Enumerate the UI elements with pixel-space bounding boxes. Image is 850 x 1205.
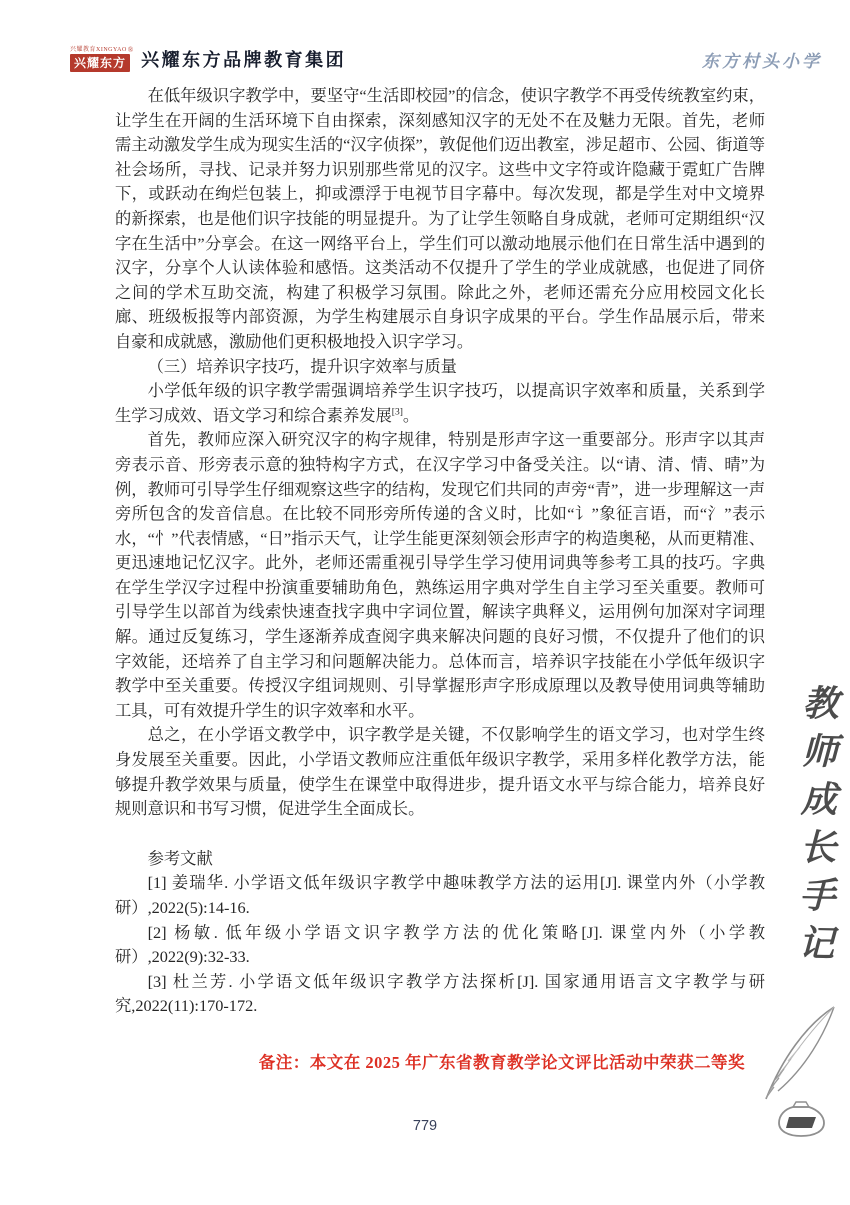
reference-list	[115, 871, 765, 1019]
article-body	[0, 72, 850, 1073]
registered-mark: ®	[127, 45, 134, 54]
references-section	[115, 847, 765, 1019]
reference-item: [1] 姜瑞华. 小学语文低年级识字教学中趣味教学方法的运用[J]. 课堂内外（小学教研）,2022(5):14-16.	[115, 873, 765, 917]
side-calligraphy-title: 教师成长手记	[792, 683, 840, 973]
body-paragraph: 总之，在小学语文教学中，识字教学是关键，不仅影响学生的语文学习，也对学生终身发展至关重要。因此，小学语文教师应注重低年级识字教学，采用多样化教学方法，能够提升教学效果与质量，使学生在课堂中取得进步，提升语文水平与综合能力，培养良好规则意识和书写习惯，促进学生全面成长。	[115, 725, 765, 819]
group-name: 兴耀东方品牌教育集团	[141, 50, 347, 70]
section-heading: （三）培养识字技巧，提升识字效率与质量	[147, 356, 457, 376]
page-footer	[0, 1117, 850, 1135]
citation-superscript: [3]	[391, 407, 403, 418]
brand-seal-icon	[70, 47, 133, 72]
body-paragraph: 首先，教师应深入研究汉字的构字规律，特别是形声字这一重要部分。形声字以其声旁表示音、形旁表示意的独特构字方式，在汉字学习中备受关注。以“请、清、情、晴”为例，教师可引导学生仔细观察这些字的结构，发现它们共同的声旁“青”，进一步理解这一声旁所包含的发音信息。在比较不同形旁所传递的含义时，比如“讠”象征言语，而“氵”表示水，“忄”代表情感，“日”指示天气，让学生能更深刻领会形声字的构造奥秘，从而更精准、更迅速地记忆汉字。此外，老师还需重视引导学生学习使用词典等参考工具的技巧。字典在学生学汉字过程中扮演重要辅助角色，熟练运用字典对学生自主学习至关重要。教师可引导学生以部首为线索快速查找字典中字词位置，解读字典释义，运用例句加深对字词理解。通过反复练习，学生逐渐养成查阅字典来解决问题的良好习惯，不仅提升了他们的识字效能，还培养了自主学习和问题解决能力。总体而言，培养识字技能在小学低年级识字教学中至关重要。传授汉字组词规则、引导掌握形声字形成原理以及教导使用词典等辅助工具，可有效提升学生的识字效率和水平。	[115, 430, 765, 720]
award-note: 备注：本文在 2025 年广东省教育教学论文评比活动中荣获二等奖	[258, 1052, 745, 1072]
references-heading: 参考文献	[147, 848, 213, 868]
reference-item: [2] 杨敏. 低年级小学语文识字教学方法的优化策略[J]. 课堂内外（小学教研）,2022(9):32-33.	[115, 922, 765, 967]
paragraph-list	[115, 84, 765, 822]
page-number: 779	[412, 1118, 438, 1134]
brand-logo	[70, 46, 346, 72]
reference-item: [3] 杜兰芳. 小学语文低年级识字教学方法探析[J]. 国家通用语言文字教学与研究,2022(11):170-172.	[115, 971, 765, 1016]
seal-main-text: 兴耀东方	[70, 54, 130, 72]
body-paragraph: 在低年级识字教学中，要坚守“生活即校园”的信念，使识字教学不再受传统教室约束，让学生在开阔的生活环境下自由探索，深刻感知汉字的无处不在及魅力无限。首先，老师需主动激发学生成为现实生活的“汉字侦探”，敦促他们迈出教室，涉足超市、公园、街道等社会场所，寻找、记录并努力识别那些常见的汉字。这些中文字符或许隐藏于霓虹广告牌下，或跃动在绚烂包装上，抑或漂浮于电视节目字幕中。每次发现，都是学生对中文境界的新探索，也是他们识字技能的明显提升。为了让学生领略自身成就，老师可定期组织“汉字在生活中”分享会。在这一网络平台上，学生们可以激动地展示他们在日常生活中遇到的汉字，分享个人认读体验和感悟。这类活动不仅提升了学生的学业成就感，也促进了同侪之间的学术互助交流，构建了积极学习氛围。除此之外，老师还需充分应用校园文化长廊、班级板报等内部资源，为学生构建展示自身识字成果的平台。学生作品展示后，带来自豪和成就感，激励他们更积极地投入识字学习。	[115, 86, 765, 351]
body-paragraph: 小学低年级的识字教学需强调培养学生识字技巧，以提高识字效率和质量，关系到学生学习成效、语文学习和综合素养发展[3]。	[115, 381, 765, 425]
seal-top-text: 兴耀教育XINGYAO	[70, 46, 127, 53]
school-name: 东方村头小学	[702, 52, 822, 71]
page-header	[0, 0, 850, 72]
